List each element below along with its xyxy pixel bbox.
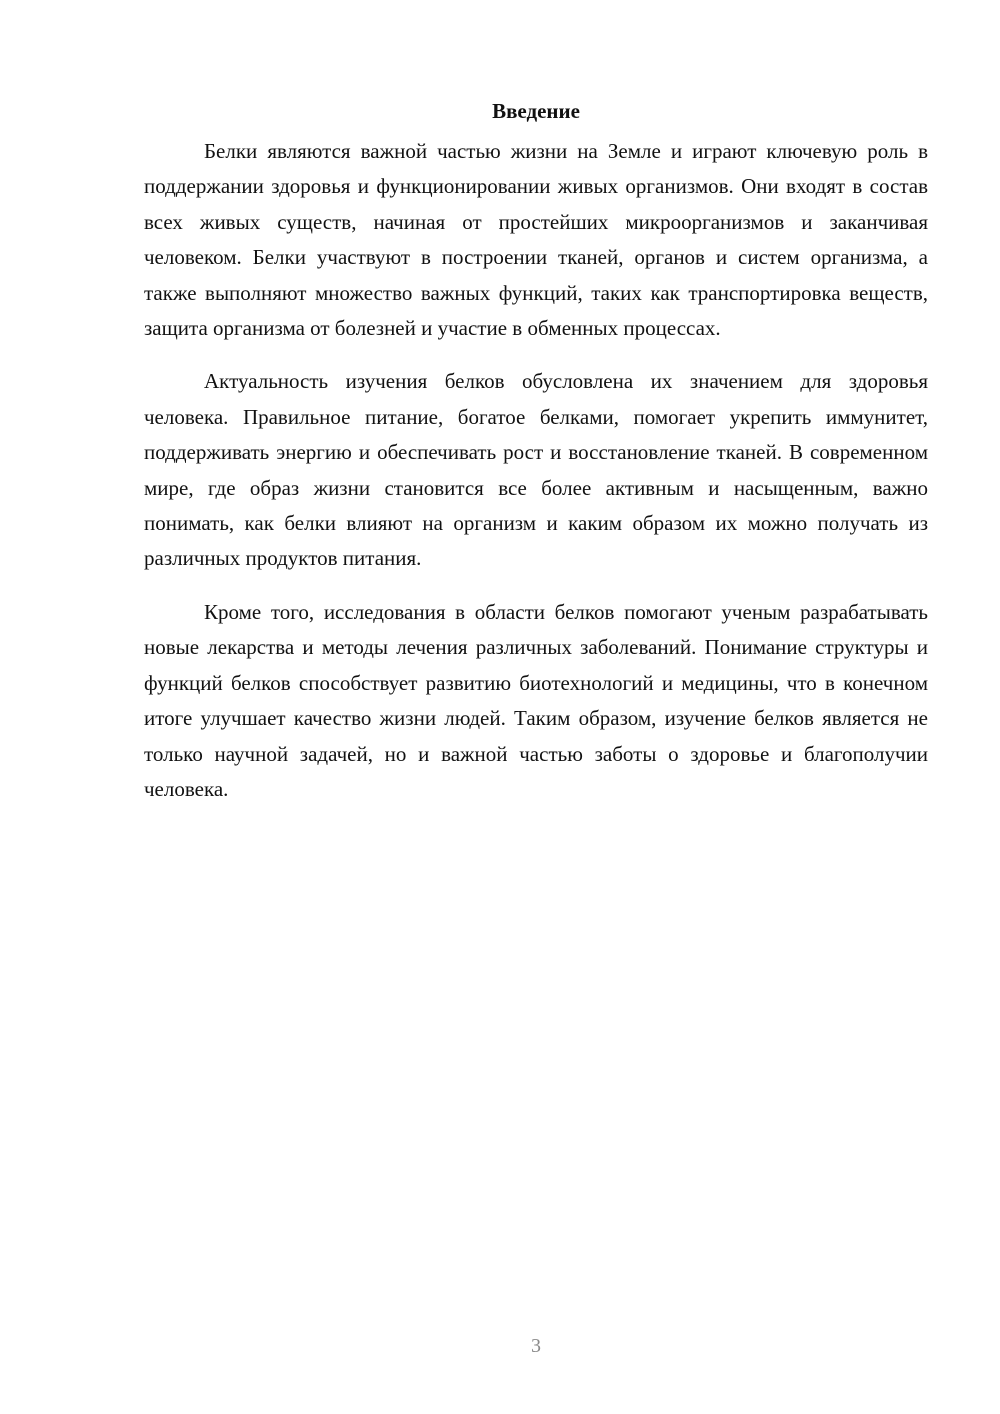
paragraph-2: Актуальность изучения белков обусловлена их значением для здоровья человека. Правильное питание, богатое белками, помогает укрепить иммунитет, поддерживать энергию и обеспечивать рост и восстановление тканей. В современном мире, где образ жизни становится все более активным и насыщенным, важно понимать, как белки влияют на организм и каким образом их можно получать из различных продуктов питания. bbox=[144, 369, 928, 571]
paragraph-3: Кроме того, исследования в области белков помогают ученым разрабатывать новые лекарства и методы лечения различных заболеваний. Понимание структуры и функций белков способствует развитию биотехнологий и медицины, что в конечном итоге улучшает качество жизни людей. Таким образом, изучение белков является не только научной задачей, но и важной частью заботы о здоровье и благополучии человека. bbox=[144, 599, 928, 801]
paragraph-1: Белки являются важной частью жизни на Земле и играют ключевую роль в поддержании здоровья и функционировании живых организмов. Они входят в состав всех живых существ, начиная от простейших микроорганизмов и заканчивая человеком. Белки участвуют в построении тканей, органов и систем организма, а также выполняют множество важных функций, таких как транспортировка веществ, защита организма от болезней и участие в обменных процессах. bbox=[144, 139, 928, 341]
page-number: 3 bbox=[531, 1335, 541, 1357]
page-content bbox=[144, 96, 928, 825]
section-heading: Введение bbox=[492, 99, 580, 123]
